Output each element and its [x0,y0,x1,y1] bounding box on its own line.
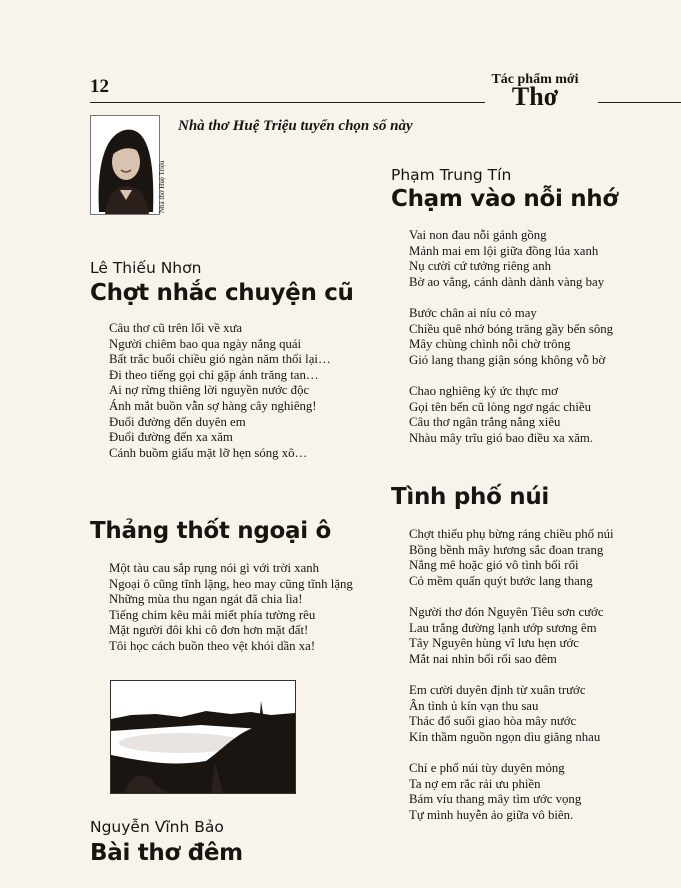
poem-line: Chao nghiêng ký ức thực mơ [409,383,558,398]
poem-line: Bồng bềnh mây hương sắc đoan trang [409,542,604,557]
poem-line: Người chiêm bao qua ngày nắng quái [109,336,302,351]
poem-line: Tự mình huyễn ảo giữa vô biên. [409,807,574,822]
poem-line: Ánh mắt buồn vẫn sợ hàng cây nghiêng! [109,398,317,413]
poem3-author: Nguyễn Vĩnh Bảo [90,818,224,836]
poem-line: Nhàu mây trĩu gió bao điều xa xăm. [409,430,594,445]
poem-line: Ân tình ủ kín vạn thu sau [409,698,539,713]
poem-line: Chiều quê nhớ bóng trăng gầy bến sông [409,321,614,336]
poem-line: Nắng mê hoặc gió vô tình bối rối [409,558,579,573]
poem-line: Kín thầm nguồn ngọn dìu giăng nhau [409,729,601,744]
poem-line: Chỉ e phố núi tùy duyên mỏng [409,760,565,775]
poem-line: Bờ ao vắng, cánh dành dành vàng bay [409,274,605,289]
section-label: Tác phẩm mới [491,72,579,87]
poem2-body [109,561,353,655]
poem-line: Lau trắng đường lạnh ướp sương êm [409,620,597,635]
stanza [409,683,614,745]
poem-line: Đuổi đường đến duyên em [109,414,246,429]
poem-line: Bám víu thang mây tìm ước vọng [409,792,582,807]
poem1-body [109,321,331,461]
poem-line: Bất trắc buổi chiều gió ngàn năm thổi lại… [109,352,331,367]
landscape-photo [110,680,296,794]
poem-line: Ta nợ em rắc rải ưu phiền [409,776,541,791]
poem3-title: Bài thơ đêm [90,840,243,866]
poem5-title: Tình phố núi [391,484,550,510]
poem-line: Mảnh mai em lội giữa đồng lúa xanh [409,243,599,258]
poem-line: Ai nợ rừng thiêng lời nguyền nước độc [109,383,310,398]
poem-line: Mắt nai nhìn bối rối sao đêm [409,651,557,666]
poem1-title: Chợt nhắc chuyện cũ [90,280,354,306]
poem-line: Đi theo tiếng gọi chỉ gặp ánh trăng tan… [109,367,319,382]
poem2-title: Thảng thốt ngoại ô [90,518,332,544]
poem-line: Ngoại ô cũng tĩnh lặng, heo may cũng tĩnh lặng [109,576,353,591]
poem-line: Tiếng chim kêu mải miết phía tường rêu [109,607,316,622]
poem-line: Gió lang thang giận sóng không vỗ bờ [409,352,606,367]
poem-line: Chợt thiếu phụ bừng ráng chiều phố núi [409,527,614,541]
poem-line: Gọi tên bến cũ lòng ngơ ngác chiều [409,399,591,414]
poem-line: Cánh buồm giấu mặt lỡ hẹn sóng xô… [109,445,308,460]
stanza [409,384,613,446]
poem-line: Tây Nguyên hùng vĩ lưu hẹn ước [409,636,579,651]
stanza [409,306,613,368]
poem-line: Một tàu cau sắp rụng nói gì với trời xanh [109,561,320,575]
editor-note: Nhà thơ Huệ Triệu tuyển chọn số này [178,118,413,134]
poem-line: Câu thơ cũ trên lối về xưa [109,321,243,335]
stanza [409,527,614,589]
portrait-caption: Nhà thơ Huệ Triệu [158,160,166,213]
poem4-body [409,228,613,446]
poem-line: Cỏ mềm quấn quýt bước lang thang [409,573,593,588]
editor-portrait [90,115,160,215]
poem-line: Mặt người đôi khi cô đơn hơn mặt đất! [109,623,309,638]
poem-line: Vai non đau nỗi gánh gồng [409,228,547,242]
poem-line: Mây chùng chình nỗi chờ trông [409,337,571,352]
stanza [409,761,614,823]
poem-line: Câu thơ ngân trắng nắng xiêu [409,415,561,430]
poem-line: Em cười duyên định từ xuân trước [409,682,586,697]
poem5-body [409,527,614,823]
page-number: 12 [90,76,109,97]
poem-line: Nụ cười cứ tưởng riêng anh [409,259,552,274]
poem-line: Đuổi đường đến xa xăm [109,430,233,445]
section-title: Thơ [511,82,559,111]
poem1-author: Lê Thiếu Nhơn [90,259,202,277]
poem-line: Những mùa thu ngan ngát đã chia lìa! [109,592,303,607]
poem-line: Tôi học cách buồn theo vệt khói dần xa! [109,638,316,653]
poem-line: Thác đổ suối giao hòa mây nước [409,714,577,729]
poem4-author: Phạm Trung Tín [391,166,512,184]
poem-line: Bước chân ai níu cỏ may [409,305,537,320]
stanza [409,605,614,667]
poem-line: Người thơ đón Nguyên Tiêu sơn cước [409,604,604,619]
header-rule-left [90,102,485,103]
poem4-title: Chạm vào nỗi nhớ [391,186,618,212]
stanza [409,228,613,290]
header-rule-right [598,102,681,103]
